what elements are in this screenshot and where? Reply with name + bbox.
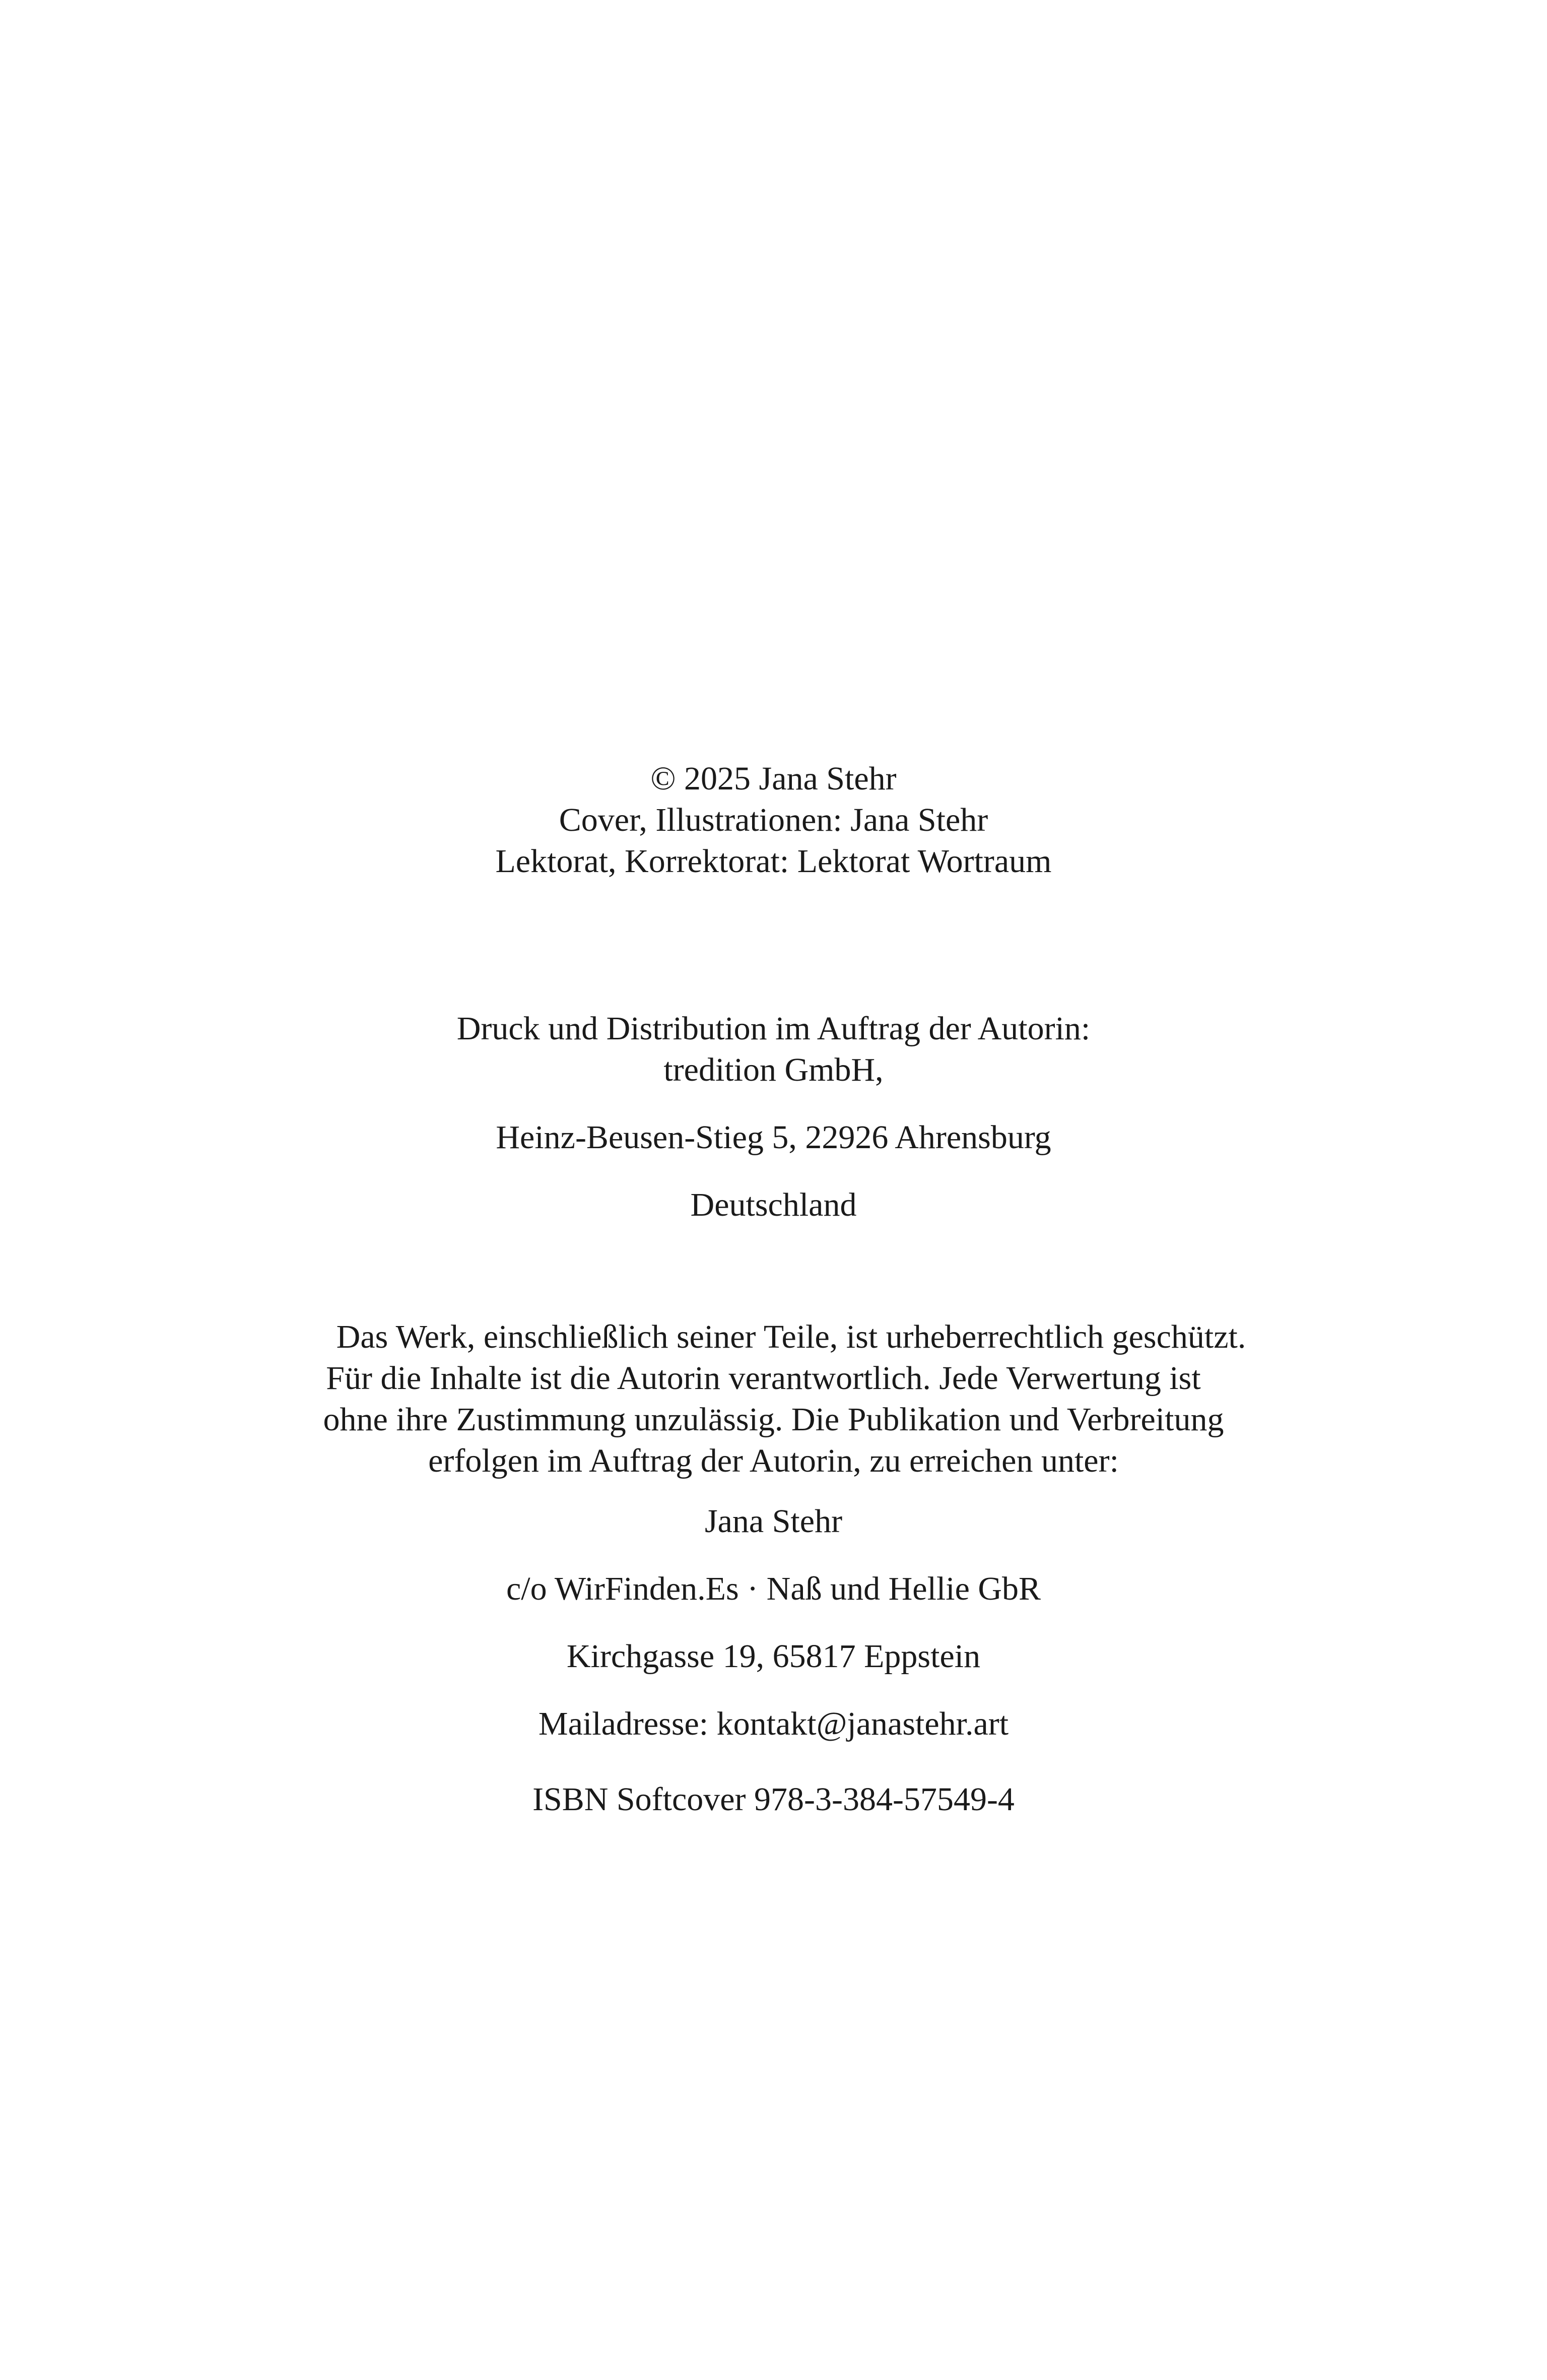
contact-care-of: c/o WirFinden.Es · Naß und Hellie GbR: [506, 1570, 1041, 1607]
rights-line: erfolgen im Auftrag der Autorin, zu erreichen unter:: [428, 1442, 1119, 1479]
contact-email: Mailadresse: kontakt@janastehr.art: [538, 1705, 1009, 1742]
contact-name: Jana Stehr: [704, 1503, 843, 1540]
distribution-intro: Druck und Distribution im Auftrag der Autorin:: [456, 1010, 1091, 1047]
rights-line: Das Werk, einschließlich seiner Teile, ist urheberrechtlich geschützt.: [336, 1318, 1246, 1355]
contact-street: Kirchgasse 19, 65817 Eppstein: [566, 1638, 981, 1675]
distributor-company: tredition GmbH,: [663, 1051, 884, 1088]
copyright-line: © 2025 Jana Stehr: [650, 760, 897, 797]
distributor-country: Deutschland: [690, 1186, 857, 1223]
editing-credit-line: Lektorat, Korrektorat: Lektorat Wortraum: [495, 843, 1052, 880]
distributor-address: Heinz-Beusen-Stieg 5, 22926 Ahrensburg: [496, 1119, 1051, 1156]
cover-credit-line: Cover, Illustrationen: Jana Stehr: [559, 802, 988, 838]
isbn-line: ISBN Softcover 978-3-384-57549-4: [532, 1781, 1015, 1818]
rights-line: Für die Inhalte ist die Autorin verantwortlich. Jede Verwertung ist: [326, 1360, 1201, 1397]
rights-line: ohne ihre Zustimmung unzulässig. Die Publikation und Verbreitung: [323, 1401, 1224, 1438]
